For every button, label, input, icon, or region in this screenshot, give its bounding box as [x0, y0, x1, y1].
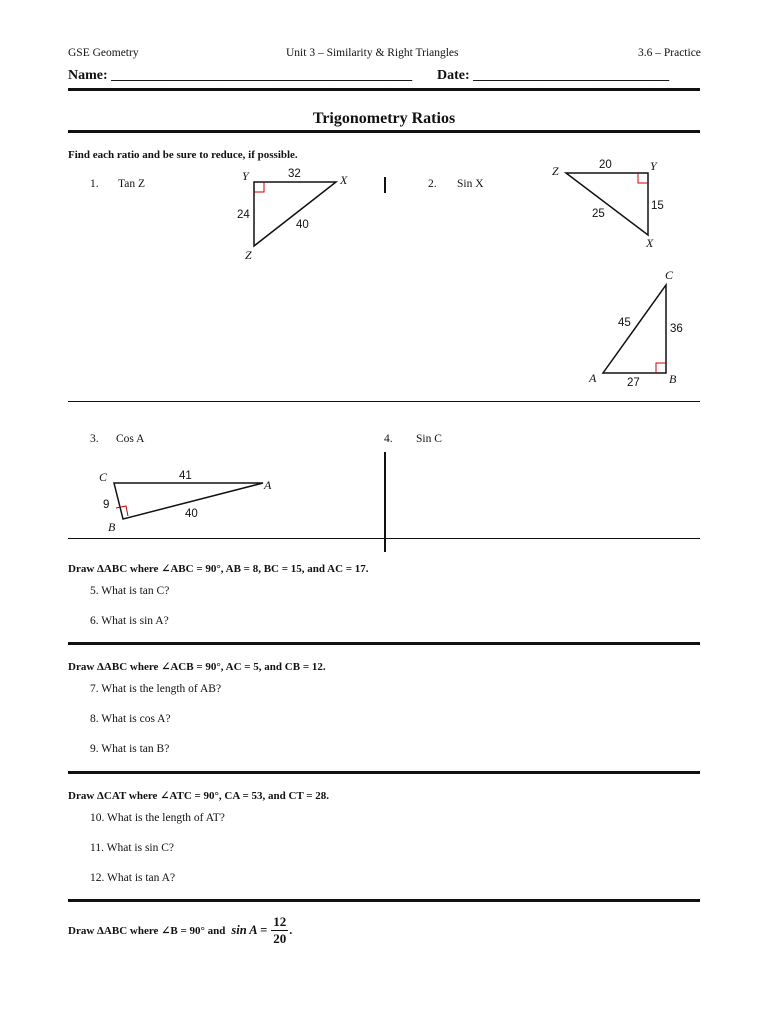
- side-cb: 9: [103, 499, 110, 511]
- divider-1: [68, 401, 700, 402]
- final-expression: sin A =: [231, 923, 268, 937]
- question-7: 7. What is the length of AB?: [90, 683, 222, 695]
- problem-2-number: 2.: [428, 178, 437, 190]
- question-11: 11. What is sin C?: [90, 842, 175, 854]
- vertex-a: A: [589, 371, 597, 385]
- divider-2: [68, 538, 700, 539]
- lesson-name: 3.6 – Practice: [638, 47, 701, 59]
- vertex-y: Y: [242, 169, 249, 183]
- section-3-prompt: Draw ΔCAT where ∠ATC = 90°, CA = 53, and CT = 28.: [68, 790, 330, 802]
- side-zy: 20: [599, 159, 612, 171]
- problem-4-text: Sin C: [416, 433, 442, 445]
- vertex-x: X: [340, 173, 348, 187]
- vertex-z: Z: [552, 164, 559, 178]
- side-zx: 25: [592, 208, 605, 220]
- problem-1-number: 1.: [90, 178, 99, 190]
- question-5: 5. What is tan C?: [90, 585, 170, 597]
- problem-3-text: Cos A: [116, 433, 145, 445]
- triangle-1: [230, 164, 360, 264]
- vertical-divider: [384, 452, 386, 552]
- final-period: .: [289, 923, 293, 937]
- side-cb: 36: [670, 323, 683, 335]
- final-prompt-row: [68, 914, 292, 947]
- problem-2-text: Sin X: [457, 178, 484, 190]
- section-2-prompt: Draw ΔABC where ∠ACB = 90°, AC = 5, and CB = 12.: [68, 661, 326, 673]
- vertex-b: B: [669, 372, 677, 386]
- divider-5: [68, 899, 700, 902]
- vertex-y: Y: [650, 159, 657, 173]
- side-ca: 41: [179, 470, 192, 482]
- triangle-3: [585, 265, 695, 390]
- final-numerator: 12: [273, 914, 287, 929]
- question-6: 6. What is sin A?: [90, 615, 169, 627]
- vertex-c: C: [99, 470, 108, 484]
- page-title: Trigonometry Ratios: [312, 110, 456, 127]
- final-fraction: [271, 914, 288, 947]
- divider-3: [68, 642, 700, 645]
- side-ab: 27: [627, 377, 640, 389]
- cursor-bar: [384, 177, 386, 193]
- question-12: 12. What is tan A?: [90, 872, 176, 884]
- divider-4: [68, 771, 700, 774]
- question-10: 10. What is the length of AT?: [90, 812, 225, 824]
- side-yx: 15: [651, 200, 664, 212]
- problem-3-number: 3.: [90, 433, 99, 445]
- header-rule: [68, 88, 700, 91]
- problem-1-text: Tan Z: [118, 178, 145, 190]
- final-denominator: 20: [273, 931, 287, 946]
- side-ba: 40: [185, 508, 198, 520]
- vertex-x: X: [646, 236, 654, 250]
- section-1-prompt: Draw ΔABC where ∠ABC = 90°, AB = 8, BC = 15, and AC = 17.: [68, 563, 369, 575]
- triangle-4: [95, 462, 285, 537]
- side-yx: 32: [288, 168, 301, 180]
- question-8: 8. What is cos A?: [90, 713, 171, 725]
- question-9: 9. What is tan B?: [90, 743, 170, 755]
- side-ac: 45: [618, 317, 631, 329]
- vertex-z: Z: [245, 248, 252, 262]
- course-name: GSE Geometry: [68, 47, 139, 59]
- vertex-c: C: [665, 268, 674, 282]
- side-zx: 40: [296, 219, 309, 231]
- name-field[interactable]: Name: ___________________________________________: [68, 68, 413, 83]
- side-yz: 24: [237, 209, 250, 221]
- problem-4-number: 4.: [384, 433, 393, 445]
- vertex-a: A: [264, 478, 272, 492]
- vertex-b: B: [108, 520, 116, 534]
- date-field[interactable]: Date: ____________________________: [437, 68, 670, 83]
- unit-name: Unit 3 – Similarity & Right Triangles: [286, 47, 459, 59]
- instructions: Find each ratio and be sure to reduce, if possible.: [68, 149, 298, 161]
- final-prompt: Draw ΔABC where ∠B = 90° and: [68, 925, 226, 937]
- triangle-2: [548, 155, 668, 255]
- title-rule: [68, 130, 700, 133]
